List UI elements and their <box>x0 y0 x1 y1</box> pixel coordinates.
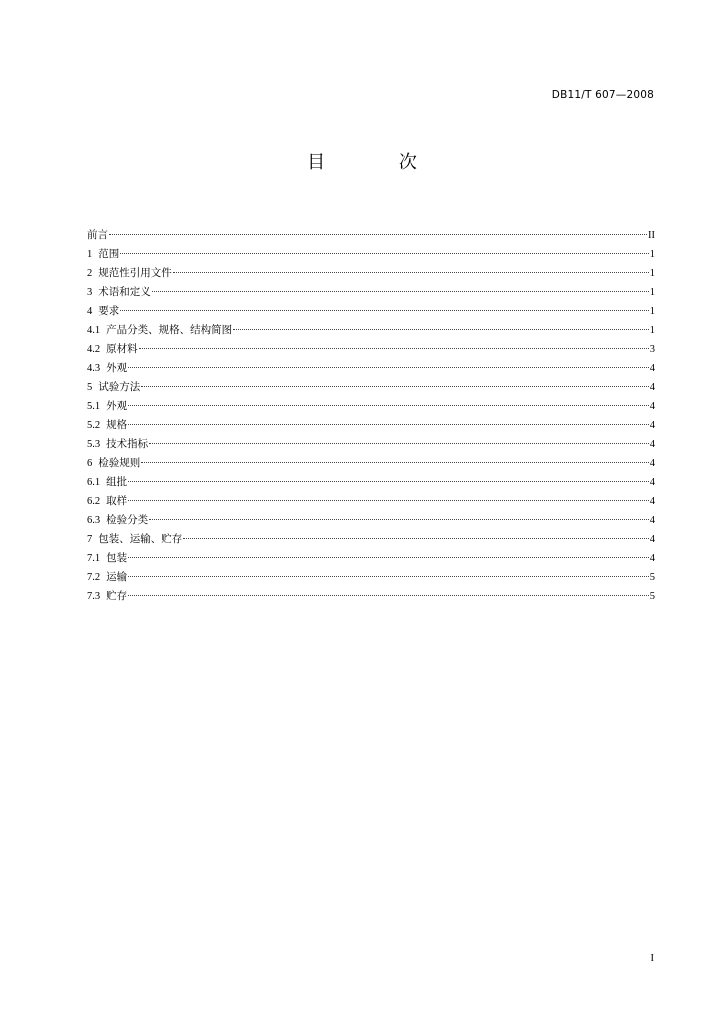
toc-entry-page: 4 <box>649 363 655 374</box>
toc-dot-leader <box>128 405 649 406</box>
toc-entry-text: 运输 <box>106 571 128 583</box>
toc-entry-number: 4.2 <box>87 344 101 355</box>
toc-entry-number: 6.3 <box>87 515 101 526</box>
toc-entry-text: 产品分类、规格、结构简图 <box>106 324 233 336</box>
toc-entry-number: 7.2 <box>87 572 101 583</box>
toc-entry-label <box>87 359 127 378</box>
toc-entry-page: 4 <box>649 401 655 412</box>
page-number: I <box>650 953 654 964</box>
toc-entry-text: 外观 <box>106 362 128 374</box>
toc-entry-number: 4 <box>87 306 93 317</box>
toc-entry-number: 5 <box>87 382 93 393</box>
toc-entry[interactable] <box>87 264 655 283</box>
toc-dot-leader <box>128 481 649 482</box>
toc-dot-leader <box>128 576 649 577</box>
toc-entry-page: 1 <box>649 306 655 317</box>
toc-entry-text: 包装 <box>106 552 128 564</box>
toc-entry-number: 6 <box>87 458 93 469</box>
toc-entry[interactable] <box>87 397 655 416</box>
toc-entry[interactable] <box>87 321 655 340</box>
toc-entry-text: 要求 <box>98 305 120 317</box>
toc-entry-text: 试验方法 <box>98 381 141 393</box>
toc-entry-page: 4 <box>649 420 655 431</box>
toc-entry[interactable] <box>87 283 655 302</box>
toc-entry-page: 5 <box>649 591 655 602</box>
toc-entry-page: 4 <box>649 553 655 564</box>
toc-entry-label <box>87 435 148 454</box>
toc-entry-text: 术语和定义 <box>98 286 151 298</box>
toc-entry-text: 检验分类 <box>106 514 149 526</box>
toc-entry-text: 包装、运输、贮存 <box>98 533 183 545</box>
toc-entry[interactable] <box>87 511 655 530</box>
toc-entry-page: 4 <box>649 382 655 393</box>
toc-dot-leader <box>183 538 649 539</box>
toc-entry[interactable] <box>87 340 655 359</box>
toc-dot-leader <box>139 348 649 349</box>
toc-dot-leader <box>128 500 649 501</box>
toc-entry-page: 1 <box>649 325 655 336</box>
toc-entry-page: 4 <box>649 515 655 526</box>
toc-entry-number: 6.1 <box>87 477 101 488</box>
toc-entry-page: 1 <box>649 249 655 260</box>
toc-entry-label <box>87 416 127 435</box>
toc-entry-label <box>87 321 232 340</box>
toc-entry-label <box>87 549 127 568</box>
toc-entry-page: 4 <box>649 534 655 545</box>
toc-entry[interactable] <box>87 245 655 264</box>
toc-entry-label <box>87 492 127 511</box>
toc-dot-leader <box>128 557 649 558</box>
toc-entry-label <box>87 245 119 264</box>
toc-entry-number: 7 <box>87 534 93 545</box>
toc-entry-number: 4.1 <box>87 325 101 336</box>
toc-entry-number: 5.2 <box>87 420 101 431</box>
toc-dot-leader <box>128 595 649 596</box>
toc-dot-leader <box>233 329 649 330</box>
toc-entry-number: 3 <box>87 287 93 298</box>
toc-entry-text: 范围 <box>98 248 120 260</box>
toc-entry-label <box>87 454 140 473</box>
toc-entry-number: 7.1 <box>87 553 101 564</box>
toc-entry-page: 4 <box>649 496 655 507</box>
toc-entry-number: 6.2 <box>87 496 101 507</box>
toc-entry-page: 4 <box>649 439 655 450</box>
toc-entry-page: 3 <box>649 344 655 355</box>
toc-entry-number: 5.1 <box>87 401 101 412</box>
toc-dot-leader <box>128 424 649 425</box>
toc-entry-label <box>87 511 148 530</box>
toc-entry[interactable] <box>87 416 655 435</box>
toc-dot-leader <box>120 253 649 254</box>
toc-entry-page: 4 <box>649 458 655 469</box>
toc-entry-text: 原材料 <box>106 343 138 355</box>
toc-entry-label <box>87 530 182 549</box>
toc-entry-label <box>87 378 140 397</box>
toc-entry-number: 4.3 <box>87 363 101 374</box>
toc-entry-label <box>87 587 127 606</box>
toc-entry-text: 规范性引用文件 <box>98 267 172 279</box>
toc-entry-page: 1 <box>649 268 655 279</box>
toc-entry-label <box>87 264 172 283</box>
toc-entry[interactable] <box>87 473 655 492</box>
toc-title: 目 次 <box>307 152 451 173</box>
toc-entry[interactable] <box>87 568 655 587</box>
toc-dot-leader <box>120 310 649 311</box>
toc-entry[interactable] <box>87 302 655 321</box>
toc-entry[interactable] <box>87 454 655 473</box>
toc-entry[interactable] <box>87 378 655 397</box>
toc-entry-number: 7.3 <box>87 591 101 602</box>
toc-entry-label <box>87 283 151 302</box>
toc-entry[interactable] <box>87 226 655 245</box>
toc-entry-text: 前言 <box>87 229 108 241</box>
toc-entry-page: 1 <box>649 287 655 298</box>
toc-entry-text: 外观 <box>106 400 128 412</box>
toc-entry-text: 组批 <box>106 476 128 488</box>
toc-entry-label <box>87 568 127 587</box>
toc-entry[interactable] <box>87 492 655 511</box>
toc-entry[interactable] <box>87 435 655 454</box>
toc-entry[interactable] <box>87 587 655 606</box>
toc-dot-leader <box>141 462 649 463</box>
toc-dot-leader <box>149 443 649 444</box>
toc-entry-number: 1 <box>87 249 93 260</box>
toc-entry-label <box>87 473 127 492</box>
toc-entry-text: 技术指标 <box>106 438 149 450</box>
toc-entry-label <box>87 340 138 359</box>
toc-dot-leader <box>173 272 649 273</box>
toc-entry-label <box>87 302 119 321</box>
toc-entry-page: II <box>648 230 655 241</box>
toc-entry-text: 规格 <box>106 419 128 431</box>
toc-entry-number: 5.3 <box>87 439 101 450</box>
toc-dot-leader <box>128 367 649 368</box>
toc-dot-leader <box>141 386 649 387</box>
toc-entry[interactable] <box>87 359 655 378</box>
toc-entry-text: 取样 <box>106 495 128 507</box>
toc-entry-text: 检验规则 <box>98 457 141 469</box>
toc-entry-text: 贮存 <box>106 590 128 602</box>
document-code: DB11/T 607—2008 <box>551 89 654 101</box>
toc-entry[interactable] <box>87 549 655 568</box>
toc-entry[interactable] <box>87 530 655 549</box>
toc-entry-label <box>87 397 127 416</box>
table-of-contents <box>87 226 655 606</box>
toc-entry-page: 4 <box>649 477 655 488</box>
toc-entry-page: 5 <box>649 572 655 583</box>
toc-dot-leader <box>149 519 649 520</box>
toc-dot-leader <box>152 291 649 292</box>
toc-dot-leader <box>109 234 647 235</box>
toc-entry-label <box>87 226 108 245</box>
toc-entry-number: 2 <box>87 268 93 279</box>
